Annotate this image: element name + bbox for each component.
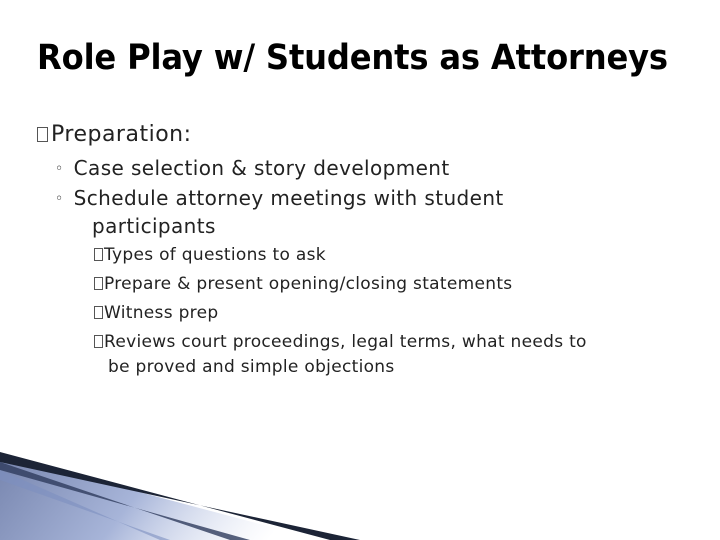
bullet-text: Types of questions to ask <box>104 245 326 265</box>
bullet-text: Witness prep <box>104 303 219 323</box>
square-box-icon <box>37 127 48 142</box>
bullet-text: Reviews court proceedings, legal terms, what needs to <box>104 332 587 352</box>
square-box-icon <box>94 277 103 290</box>
bullet-text: Prepare & present opening/closing statements <box>104 274 513 294</box>
sub-sub-bullet-statements <box>94 274 512 294</box>
sub-sub-bullet-court-proceedings <box>94 332 587 352</box>
circle-bullet-icon: ◦ <box>55 161 64 177</box>
square-box-icon <box>94 248 103 261</box>
square-box-icon <box>94 306 103 319</box>
bullet-text: Preparation: <box>51 122 192 147</box>
sub-bullet-case-selection <box>55 156 450 180</box>
sub-bullet-continuation: participants <box>92 214 216 238</box>
sub-sub-bullet-continuation: be proved and simple objections <box>108 357 395 377</box>
circle-bullet-icon: ◦ <box>55 191 64 207</box>
sub-bullet-schedule-meetings <box>55 186 504 210</box>
bullet-text: Case selection & story development <box>73 156 450 180</box>
bullet-text: Schedule attorney meetings with student <box>73 186 504 210</box>
bullet-preparation <box>37 122 192 147</box>
sub-sub-bullet-question-types <box>94 245 326 265</box>
square-box-icon <box>94 335 103 348</box>
slide-title: Role Play w/ Students as Attorneys <box>37 38 668 78</box>
sub-sub-bullet-witness-prep <box>94 303 218 323</box>
